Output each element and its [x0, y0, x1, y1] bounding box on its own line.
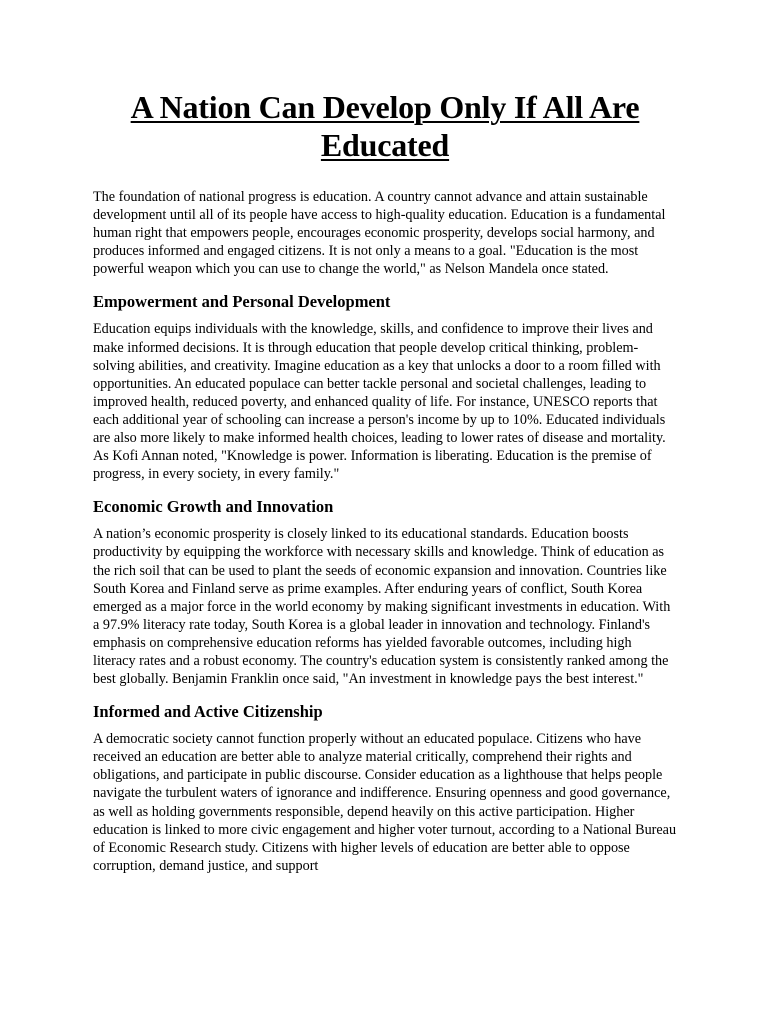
- document-title: A Nation Can Develop Only If All Are Educated: [130, 89, 640, 163]
- section-paragraph-empowerment: Education equips individuals with the knowledge, skills, and confidence to improve their lives and make informed decisions. It is through education that people develop critical thinking, problem-solving abilities, and creativity. Imagine education as a key that unlocks a door to a room filled with opportunities. An educated populace can better tackle personal and societal challenges, leading to improved health, reduced poverty, and enhanced quality of life. For instance, UNESCO reports that each additional year of schooling can increase a person's income by up to 10%. Educated individuals are also more likely to make informed health choices, leading to lower rates of disease and mortality. As Kofi Annan noted, "Knowledge is power. Information is liberating. Education is the premise of progress, in every society, in every family.": [93, 321, 666, 483]
- section-heading-empowerment: Empowerment and Personal Development: [93, 292, 391, 312]
- section-heading-citizenship: Informed and Active Citizenship: [93, 702, 323, 722]
- section-paragraph-economic-growth: A nation’s economic prosperity is closely linked to its educational standards. Education boosts productivity by equipping the workforce with necessary skills and knowledge. Think of education as the rich soil that can be used to plant the seeds of economic expansion and innovation. Countries like South Korea and Finland serve as prime examples. After enduring years of conflict, South Korea emerged as a major force in the world economy by making significant investments in education. With a 97.9% literacy rate today, South Korea is a global leader in innovation and technology. Finland's emphasis on comprehensive education reforms has yielded favorable outcomes, including high literacy rates and a robust economy. The country's education system is consistently ranked among the best globally. Benjamin Franklin once said, "An investment in knowledge pays the best interest.": [93, 526, 671, 688]
- section-paragraph-citizenship: A democratic society cannot function properly without an educated populace. Citizens who have received an education are better able to analyze material critically, comprehend their rights and obligations, and participate in public discourse. Consider education as a lighthouse that helps people navigate the turbulent waters of ignorance and indifference. Ensuring openness and good governance, as well as holding governments responsible, depend heavily on this active participation. Higher education is linked to more civic engagement and higher voter turnout, according to a National Bureau of Economic Research study. Citizens with higher levels of education are better able to oppose corruption, demand justice, and support: [93, 731, 677, 874]
- document-page: [93, 88, 677, 885]
- intro-paragraph: The foundation of national progress is education. A country cannot advance and attain sustainable development until all of its people have access to high-quality education. Education is a fundamental human right that empowers people, encourages economic prosperity, develops social harmony, and produces informed and engaged citizens. It is not only a means to a goal. "Education is the most powerful weapon which you can use to change the world," as Nelson Mandela once stated.: [93, 189, 666, 278]
- section-heading-economic-growth: Economic Growth and Innovation: [93, 497, 334, 517]
